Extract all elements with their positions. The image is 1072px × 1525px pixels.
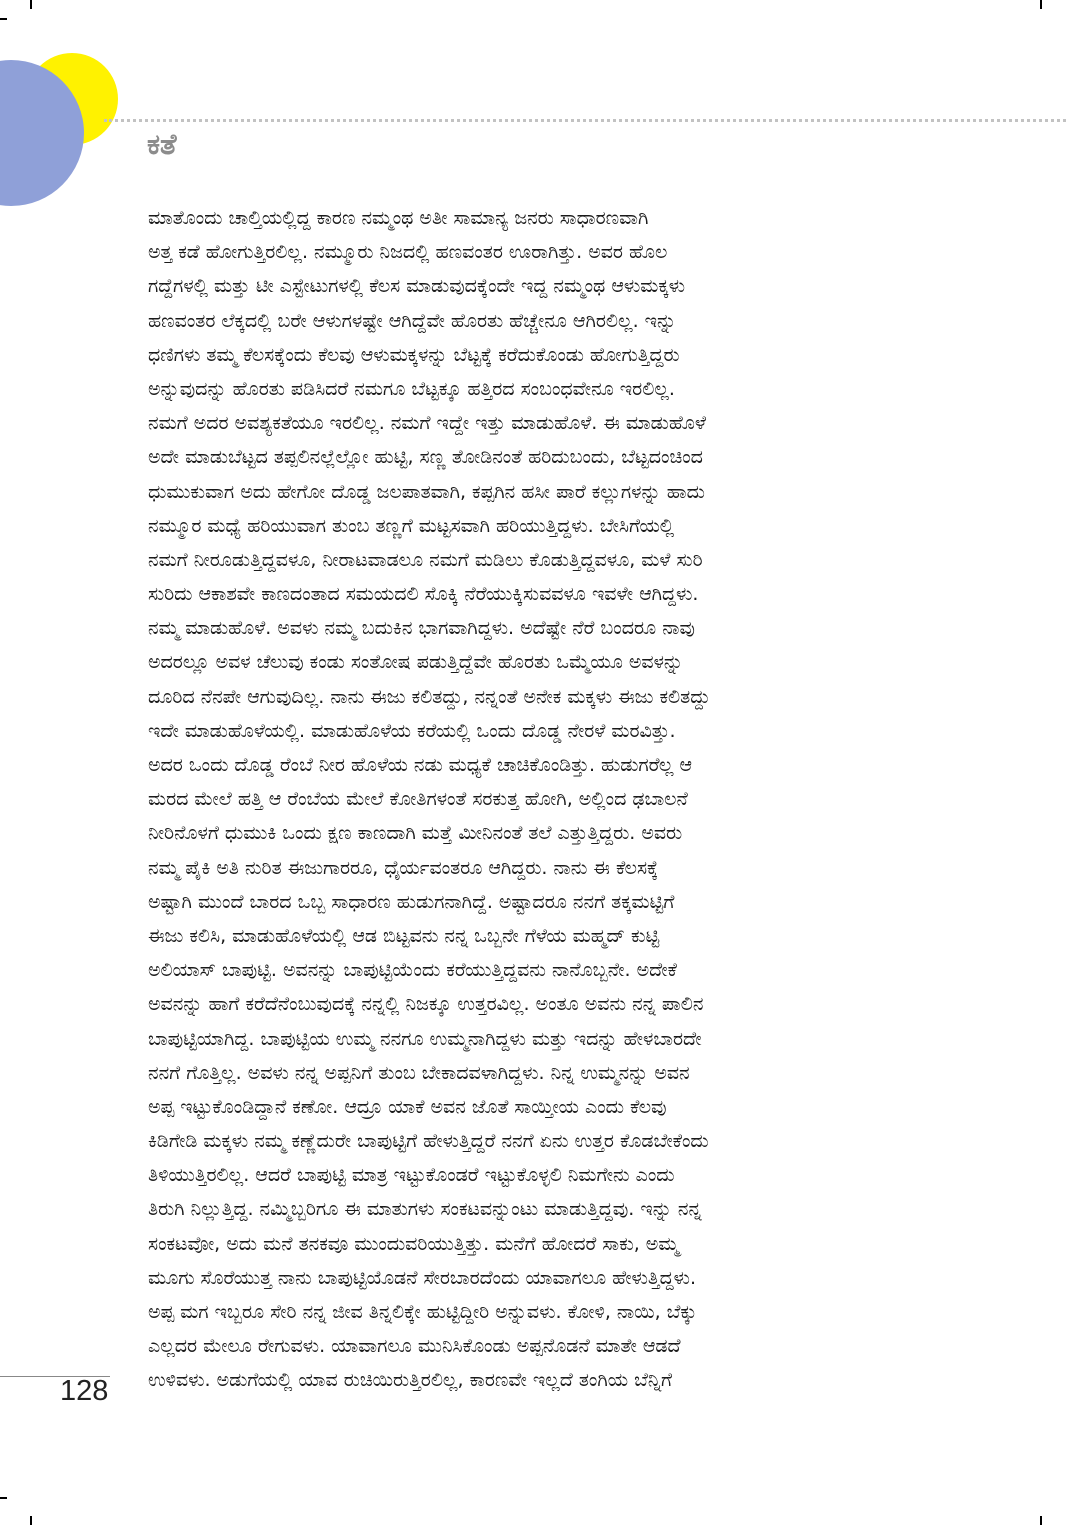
body-line: ಗದ್ದೆಗಳಲ್ಲಿ ಮತ್ತು ಟೀ ಎಸ್ಟೇಟುಗಳಲ್ಲಿ ಕೆಲಸ ಮಾಡುವುದಕ್ಕೆಂದೇ ಇದ್ದ ನಮ್ಮಂಥ ಆಳುಮಕ್ಕಳು [148,275,686,298]
body-line: ಅಲಿಯಾಸ್ ಬಾಪುಟ್ಟಿ. ಅವನನ್ನು ಬಾಪುಟ್ಟಿಯೆಂದು ಕರೆಯುತ್ತಿದ್ದವನು ನಾನೊಬ್ಬನೇ. ಅದೇಕೆ [148,959,677,982]
body-line: ತಿಳಿಯುತ್ತಿರಲಿಲ್ಲ. ಆದರೆ ಬಾಪುಟ್ಟಿ ಮಾತ್ರ ಇಟ್ಟುಕೊಂಡರೆ ಇಟ್ಟುಕೊಳ್ಳಲಿ ನಿಮಗೇನು ಎಂದು [148,1164,675,1187]
body-line: ಅದರ ಒಂದು ದೊಡ್ಡ ರೆಂಬೆ ನೀರ ಹೊಳೆಯ ನಡು ಮಧ್ಯಕೆ ಚಾಚಿಕೊಂಡಿತ್ತು. ಹುಡುಗರೆಲ್ಲ ಆ [148,754,693,776]
body-line: ಅಷ್ಟಾಗಿ ಮುಂದೆ ಬಾರದ ಒಬ್ಬ ಸಾಧಾರಣ ಹುಡುಗನಾಗಿದ್ದೆ. ಅಷ್ಟಾದರೂ ನನಗೆ ತಕ್ಕಮಟ್ಟಿಗೆ [148,890,675,913]
body-line: ಮೂಗು ಸೊರೆಯುತ್ತ ನಾನು ಬಾಪುಟ್ಟಿಯೊಡನೆ ಸೇರಬಾರದೆಂದು ಯಾವಾಗಲೂ ಹೇಳುತ್ತಿದ್ದಳು. [148,1266,697,1289]
body-line: ಅನ್ನುವುದನ್ನು ಹೊರತು ಪಡಿಸಿದರೆ ನಮಗೂ ಬೆಟ್ಟಕ್ಕೂ ಹತ್ತಿರದ ಸಂಬಂಧವೇನೂ ಇರಲಿಲ್ಲ. [148,377,675,400]
body-line: ಅತ್ತ ಕಡೆ ಹೋಗುತ್ತಿರಲಿಲ್ಲ. ನಮ್ಮೂರು ನಿಜದಲ್ಲಿ ಹಣವಂತರ ಊರಾಗಿತ್ತು. ಅವರ ಹೊಲ [148,241,668,264]
header-dotted-rule [104,119,1066,122]
crop-mark-top-right [1040,0,1042,9]
body-line: ಇದೇ ಮಾಡುಹೊಳೆಯಲ್ಲಿ. ಮಾಡುಹೊಳೆಯ ಕರೆಯಲ್ಲಿ ಒಂದು ದೊಡ್ಡ ನೇರಳೆ ಮರವಿತ್ತು. [148,719,676,742]
body-line: ಅದರಲ್ಲೂ ಅವಳ ಚೆಲುವು ಕಂಡು ಸಂತೋಷ ಪಡುತ್ತಿದ್ದೆವೇ ಹೊರತು ಒಮ್ಮೆಯೂ ಅವಳನ್ನು [148,651,684,674]
story-body [148,201,948,1398]
body-line: ಕಿಡಿಗೇಡಿ ಮಕ್ಕಳು ನಮ್ಮ ಕಣ್ಣೆದುರೇ ಬಾಪುಟ್ಟಿಗೆ ಹೇಳುತ್ತಿದ್ದರೆ ನನಗೆ ಏನು ಉತ್ತರ ಕೊಡಬೇಕೆಂದು [148,1130,709,1153]
crop-mark-left-top [0,18,7,20]
body-line: ನಮ್ಮೂರ ಮಧ್ಯೆ ಹರಿಯುವಾಗ ತುಂಬ ತಣ್ಣಗೆ ಮಟ್ಟಸವಾಗಿ ಹರಿಯುತ್ತಿದ್ದಳು. ಬೇಸಿಗೆಯಲ್ಲಿ [148,514,675,537]
body-line: ನಮ್ಮ ಪೈಕಿ ಅತಿ ನುರಿತ ಈಜುಗಾರರೂ, ಧೈರ್ಯವಂತರೂ ಆಗಿದ್ದರು. ನಾನು ಈ ಕೆಲಸಕ್ಕೆ [148,856,659,879]
section-title: ಕತೆ [147,127,177,161]
body-line: ಅದೇ ಮಾಡುಬೆಟ್ಟದ ತಪ್ಪಲಿನಲ್ಲೆಲ್ಲೋ ಹುಟ್ಟಿ, ಸಣ್ಣ ತೋಡಿನಂತೆ ಹರಿದುಬಂದು, ಬೆಟ್ಟದಂಚಿಂದ [148,446,703,469]
body-line: ಅವನನ್ನು ಹಾಗೆ ಕರೆದೆನೆಂಬುವುದಕ್ಕೆ ನನ್ನಲ್ಲಿ ನಿಜಕ್ಕೂ ಉತ್ತರವಿಲ್ಲ. ಅಂತೂ ಅವನು ನನ್ನ ಪಾಲಿನ [148,993,704,1016]
body-line: ದೂರಿದ ನೆನಪೇ ಆಗುವುದಿಲ್ಲ. ನಾನು ಈಜು ಕಲಿತದ್ದು, ನನ್ನಂತೆ ಅನೇಕ ಮಕ್ಕಳು ಈಜು ಕಲಿತದ್ದು [148,685,711,708]
body-line: ನಮಗೆ ನೀರೂಡುತ್ತಿದ್ದವಳೂ, ನೀರಾಟವಾಡಲೂ ನಮಗೆ ಮಡಿಲು ಕೊಡುತ್ತಿದ್ದವಳೂ, ಮಳೆ ಸುರಿ [148,548,703,571]
body-line: ಉಳಿವಳು. ಅಡುಗೆಯಲ್ಲಿ ಯಾವ ರುಚಿಯಿರುತ್ತಿರಲಿಲ್ಲ, ಕಾರಣವೇ ಇಲ್ಲದೆ ತಂಗಿಯ ಬೆನ್ನಿಗೆ [148,1369,672,1392]
body-line: ತಿರುಗಿ ನಿಲ್ಲುತ್ತಿದ್ದ. ನಮ್ಮಿಬ್ಬರಿಗೂ ಈ ಮಾತುಗಳು ಸಂಕಟವನ್ನುಂಟು ಮಾಡುತ್ತಿದ್ದವು. ಇನ್ನು ನನ್ನ [148,1198,702,1221]
body-line: ನನಗೆ ಗೊತ್ತಿಲ್ಲ. ಅವಳು ನನ್ನ ಅಪ್ಪನಿಗೆ ತುಂಬ ಬೇಕಾದವಳಾಗಿದ್ದಳು. ನಿನ್ನ ಉಮ್ಮನನ್ನು ಅವನ [148,1061,690,1084]
body-line: ಅಪ್ಪ ಮಗ ಇಬ್ಬರೂ ಸೇರಿ ನನ್ನ ಜೀವ ತಿನ್ನಲಿಕ್ಕೇ ಹುಟ್ಟಿದ್ದೀರಿ ಅನ್ನುವಳು. ಕೋಳಿ, ನಾಯಿ, ಬೆಕ್ಕು [148,1301,697,1323]
crop-mark-bottom-right [1040,1516,1042,1525]
body-line: ಬಾಪುಟ್ಟಿಯಾಗಿದ್ದ. ಬಾಪುಟ್ಟಿಯ ಉಮ್ಮ ನನಗೂ ಉಮ್ಮನಾಗಿದ್ದಳು ಮತ್ತು ಇದನ್ನು ಹೇಳಬಾರದೇ [148,1027,702,1050]
body-line: ಅಪ್ಪ ಇಟ್ಟುಕೊಂಡಿದ್ದಾನೆ ಕಣೋ. ಆದ್ರೂ ಯಾಕೆ ಅವನ ಜೊತೆ ಸಾಯ್ತೀಯ ಎಂದು ಕೆಲವು [148,1095,667,1118]
body-line: ನಮಗೆ ಅದರ ಅವಶ್ಯಕತೆಯೂ ಇರಲಿಲ್ಲ. ನಮಗೆ ಇದ್ದೇ ಇತ್ತು ಮಾಡುಹೊಳೆ. ಈ ಮಾಡುಹೊಳೆ [148,412,706,435]
body-line: ಧುಮುಕುವಾಗ ಅದು ಹೇಗೋ ದೊಡ್ಡ ಜಲಪಾತವಾಗಿ, ಕಪ್ಪಗಿನ ಹಸೀ ಪಾರೆ ಕಲ್ಲುಗಳನ್ನು ಹಾದು [148,480,705,503]
body-line: ಸುರಿದು ಆಕಾಶವೇ ಕಾಣದಂತಾದ ಸಮಯದಲಿ ಸೊಕ್ಕಿ ನೆರೆಯುಕ್ಕಿಸುವವಳೂ ಇವಳೇ ಆಗಿದ್ದಳು. [148,583,699,606]
body-line: ಹಣವಂತರ ಲೆಕ್ಕದಲ್ಲಿ ಬರೇ ಆಳುಗಳಷ್ಟೇ ಆಗಿದ್ದೆವೇ ಹೊರತು ಹೆಚ್ಚೇನೂ ಆಗಿರಲಿಲ್ಲ. ಇನ್ನು [148,309,677,332]
crop-mark-bottom-left [30,1516,32,1525]
body-line: ನೀರಿನೊಳಗೆ ಧುಮುಕಿ ಒಂದು ಕ್ಷಣ ಕಾಣದಾಗಿ ಮತ್ತೆ ಮೀನಿನಂತೆ ತಲೆ ಎತ್ತುತ್ತಿದ್ದರು. ಅವರು [148,822,683,845]
body-line: ಈಜು ಕಲಿಸಿ, ಮಾಡುಹೊಳೆಯಲ್ಲಿ ಆಡ ಬಿಟ್ಟವನು ನನ್ನ ಒಬ್ಬನೇ ಗೆಳೆಯ ಮಹ್ಮದ್ ಕುಟ್ಟಿ [148,924,660,947]
body-line: ಮಾತೊಂದು ಚಾಲ್ತಿಯಲ್ಲಿದ್ದ ಕಾರಣ ನಮ್ಮಂಥ ಅತೀ ಸಾಮಾನ್ಯ ಜನರು ಸಾಧಾರಣವಾಗಿ [148,207,649,229]
crop-mark-left-bottom [0,1497,7,1499]
body-line: ಎಲ್ಲದರ ಮೇಲೂ ರೇಗುವಳು. ಯಾವಾಗಲೂ ಮುನಿಸಿಕೊಂಡು ಅಪ್ಪನೊಡನೆ ಮಾತೇ ಆಡದೆ [148,1335,681,1358]
body-line: ಮರದ ಮೇಲೆ ಹತ್ತಿ ಆ ರೆಂಬೆಯ ಮೇಲೆ ಕೋತಿಗಳಂತೆ ಸರಕುತ್ತ ಹೋಗಿ, ಅಲ್ಲಿಂದ ಢಬಾಲನೆ [148,788,688,811]
body-line: ಸಂಕಟವೋ, ಅದು ಮನೆ ತನಕವೂ ಮುಂದುವರಿಯುತ್ತಿತ್ತು. ಮನೆಗೆ ಹೋದರೆ ಸಾಕು, ಅಮ್ಮ [148,1232,679,1255]
body-line: ಧಣಿಗಳು ತಮ್ಮ ಕೆಲಸಕ್ಕೆಂದು ಕೆಲವು ಆಳುಮಕ್ಕಳನ್ನು ಬೆಟ್ಟಕ್ಕೆ ಕರೆದುಕೊಂಡು ಹೋಗುತ್ತಿದ್ದರು [148,343,680,366]
page-number: 128 [60,1375,109,1407]
body-line: ನಮ್ಮ ಮಾಡುಹೊಳೆ. ಅವಳು ನಮ್ಮ ಬದುಕಿನ ಭಾಗವಾಗಿದ್ದಳು. ಅದೆಷ್ಟೇ ನೆರೆ ಬಂದರೂ ನಾವು [148,617,695,640]
crop-mark-top-left [30,0,32,9]
